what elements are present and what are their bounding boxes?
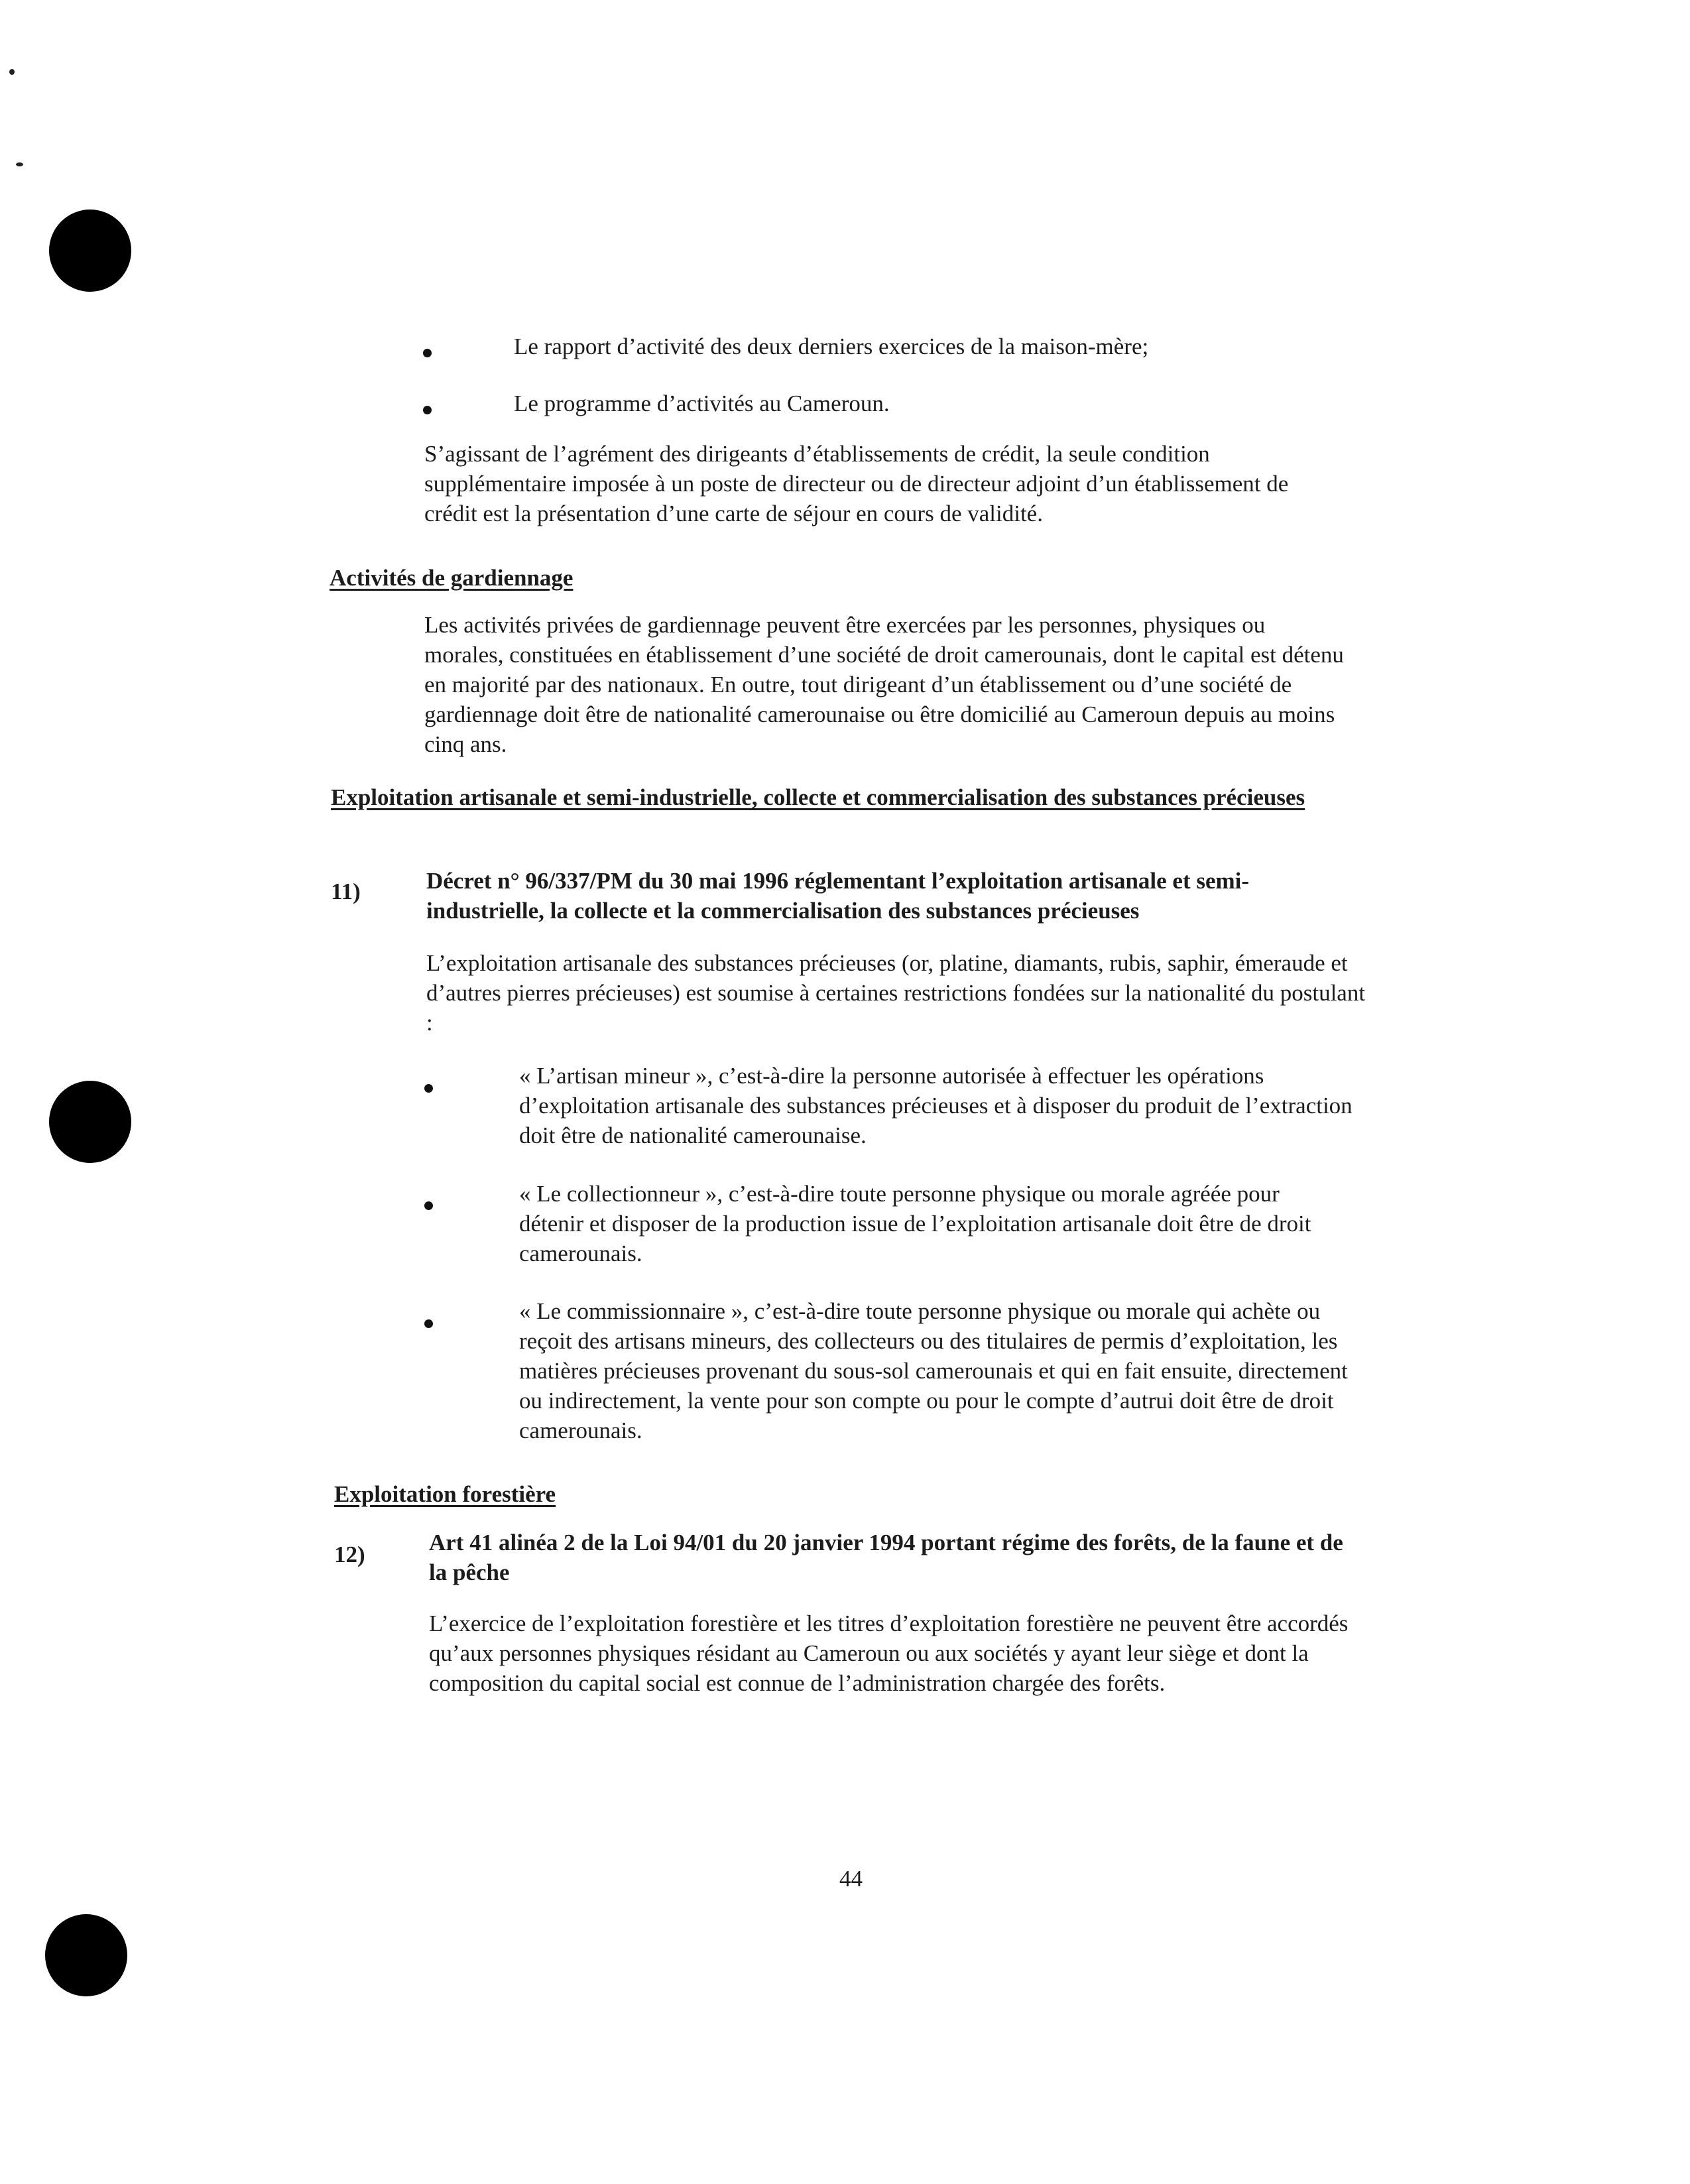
binder-hole-bottom — [45, 1914, 127, 1996]
paragraph-forestiere: L’exercice de l’exploitation forestière et les titres d’exploitation forestière ne peuvent être accordés qu’aux personnes physiques résidant au Cameroun ou aux sociétés y ayant leur siège et dont la composition du capital social est connue de l’administration chargée des forêts. — [429, 1610, 1349, 1696]
bullet-icon — [423, 349, 432, 357]
bullet-icon — [424, 1201, 433, 1210]
binder-hole-middle — [49, 1081, 131, 1163]
article-number: 12) — [334, 1542, 365, 1567]
section-heading-substances: Exploitation artisanale et semi-industrielle, collecte et commercialisation des substances précieuses — [331, 784, 1305, 810]
article-title: Art 41 alinéa 2 de la Loi 94/01 du 20 janvier 1994 portant régime des forêts, de la faune et de la pêche — [429, 1530, 1343, 1585]
bullet-text: « Le collectionneur », c’est-à-dire toute personne physique ou morale agréée pour détenir et disposer de la production issue de l’exploitation artisanale doit être de droit camerounais. — [519, 1181, 1311, 1266]
section-heading-gardiennage: Activités de gardiennage — [330, 565, 573, 591]
paragraph-dirigeants: S’agissant de l’agrément des dirigeants d’établissements de crédit, la seule condition supplémentaire imposée à un poste de directeur ou de directeur adjoint d’un établissement de crédit est la présentation d’une carte de séjour en cours de validité. — [424, 441, 1289, 526]
scan-speck — [9, 69, 15, 75]
section-heading-forestiere: Exploitation forestière — [334, 1481, 556, 1507]
bullet-icon — [424, 1084, 433, 1093]
bullet-icon — [423, 406, 432, 414]
bullet-text: Le rapport d’activité des deux derniers exercices de la maison-mère; — [514, 334, 1149, 359]
scan-speck — [16, 162, 23, 166]
page-number: 44 — [839, 1866, 863, 1892]
article-title: Décret n° 96/337/PM du 30 mai 1996 réglementant l’exploitation artisanale et semi-industrielle, la collecte et la commercialisation des substances précieuses — [426, 868, 1250, 924]
paragraph-substances-intro: L’exploitation artisanale des substances précieuses (or, platine, diamants, rubis, saphir, émeraude et d’autres pierres précieuses) est soumise à certaines restrictions fondées sur la nationalité du postulant : — [426, 950, 1366, 1036]
paragraph-gardiennage: Les activités privées de gardiennage peuvent être exercées par les personnes, physiques ou morales, constituées en établissement d’une société de droit camerounais, dont le capital est détenu en majorité par des nationaux. En outre, tout dirigeant d’un établissement ou d’une société de gardiennage doit être de nationalité camerounaise ou être domicilié au Cameroun depuis au moins cinq ans. — [424, 612, 1344, 757]
bullet-text: « Le commissionnaire », c’est-à-dire toute personne physique ou morale qui achète ou reçoit des artisans mineurs, des collecteurs ou des titulaires de permis d’exploitation, les matières précieuses provenant du sous-sol camerounais et qui en fait ensuite, directement ou indirectement, la vente pour son compte ou pour le compte d’autrui doit être de droit camerounais. — [519, 1298, 1348, 1443]
bullet-text: « L’artisan mineur », c’est-à-dire la personne autorisée à effectuer les opérations d’exploitation artisanale des substances précieuses et à disposer du produit de l’extraction doit être de nationalité camerounaise. — [519, 1063, 1353, 1148]
bullet-text: Le programme d’activités au Cameroun. — [514, 391, 890, 416]
article-number: 11) — [331, 879, 361, 904]
bullet-icon — [424, 1319, 433, 1328]
binder-hole-top — [49, 210, 131, 292]
